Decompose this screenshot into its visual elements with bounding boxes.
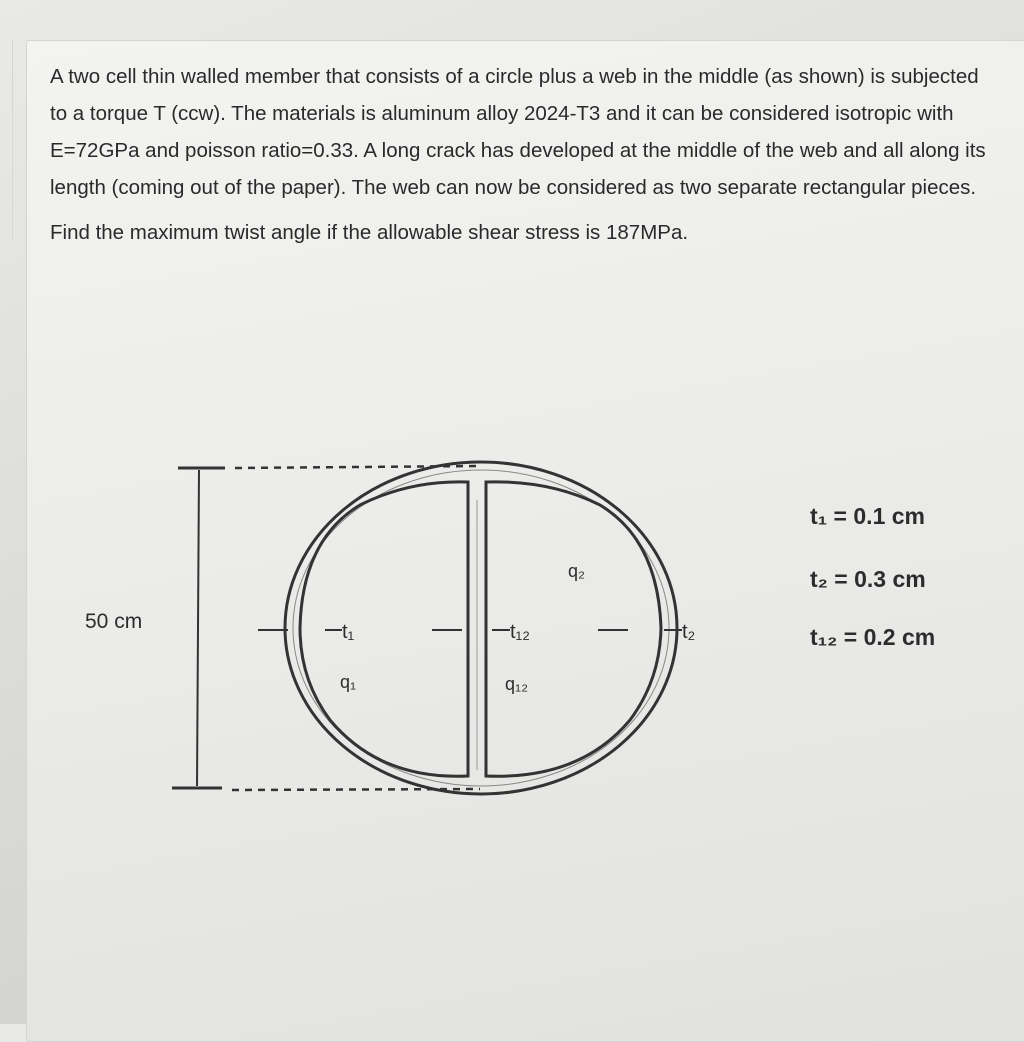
legend-t2: t₂ = 0.3 cm	[810, 566, 926, 592]
t1-label: t₁	[342, 621, 355, 643]
q12-label: q₁₂	[505, 674, 529, 694]
q1-label: q₁	[340, 672, 357, 692]
q2-label: q₂	[568, 561, 585, 581]
dim-line	[197, 470, 199, 786]
problem-paragraph: A two cell thin walled member that consists of a circle plus a web in the middle (as shown) is subjected to a torque T (ccw). The materials is aluminum alloy 2024-T3 and it can be considered isotropic with E=72GPa and poisson ratio=0.33. A long crack has developed at the middle of the web and all along its length (coming out of the paper). The web can now be considered as two separate rectangular pieces.	[50, 65, 986, 199]
t2-label: t₂	[682, 621, 696, 643]
problem-question: Find the maximum twist angle if the allowable shear stress is 187MPa.	[50, 221, 689, 244]
legend-t12: t₁₂ = 0.2 cm	[810, 624, 936, 650]
dimension-label: 50 cm	[85, 610, 143, 633]
t12-label: t₁₂	[510, 621, 531, 643]
legend-t1: t₁ = 0.1 cm	[810, 503, 925, 529]
